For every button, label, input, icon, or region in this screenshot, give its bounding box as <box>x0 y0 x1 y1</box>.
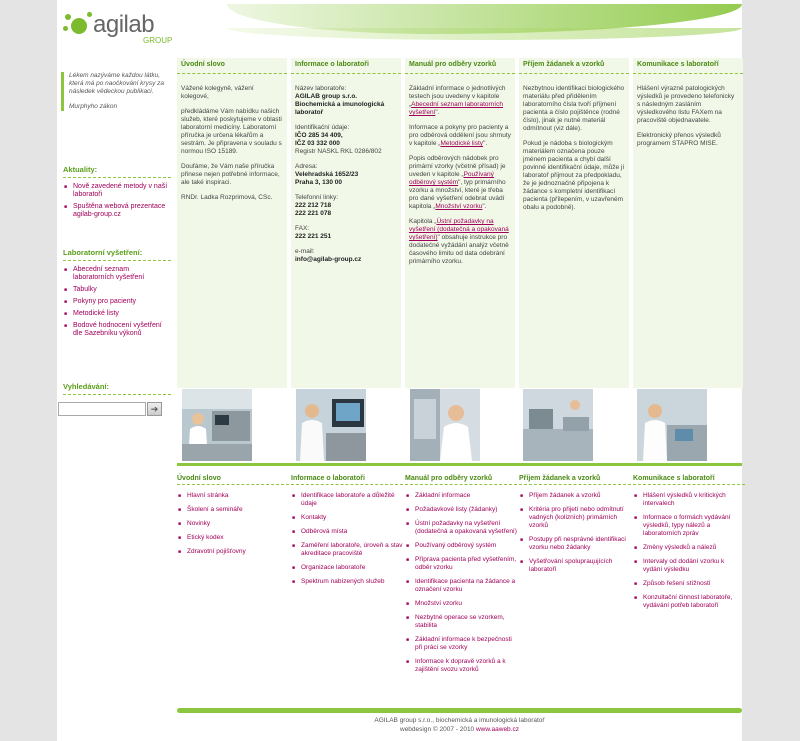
column-text: ". <box>482 203 487 210</box>
column-text: Doufáme, že Vám naše příručka přinese nejen potřebné informace, ale také inspiraci. <box>181 163 280 186</box>
lab-item-scoring[interactable]: ■ Bodové hodnocení vyšetření dle Sazebníku výkonů <box>63 322 171 338</box>
logo-subtitle: GROUP <box>143 36 173 45</box>
lab-name: AGILAB group s.r.o. Biochemická a imunologická laboratoř <box>295 93 385 116</box>
column-text: předkládáme Vám nabídku našich služeb, které poskytujeme v oblasti laboratorní medicíny. Laboratorní příručka je určena lékařům a sestrám. Je připravena v souladu s normou ISO 15189. <box>181 108 282 155</box>
nav-link[interactable]: ■ Vyšetřování spoluprацujících laboratoří <box>519 558 631 574</box>
lab-photo <box>410 389 480 461</box>
nav-column-reception <box>519 475 631 580</box>
column-text: Elektronický přenos výsledků programem STAPRO MISE. <box>637 132 721 147</box>
header <box>57 0 742 58</box>
column-title: Komunikace s laboratoří <box>633 61 743 74</box>
nav-link[interactable]: ■ Kritéria pro přijetí nebo odmítnutí vadných (kolizních) primárních vzorků <box>519 506 631 530</box>
nav-link[interactable]: ■ Požadavkové listy (žádanky) <box>405 506 517 514</box>
column-text: " obsahuje instrukce pro dodatečné vyžádání analýz včetně časového limitu od data odebrání primárního vzorku. <box>409 234 509 265</box>
section-divider <box>177 463 742 466</box>
column-lab-info <box>291 58 401 388</box>
logo-mark <box>63 12 93 42</box>
search-title: Vyhledávání: <box>63 382 171 395</box>
nav-link[interactable]: ■ Intervaly od dodání vzorku k vydání výsledku <box>633 558 745 574</box>
address-line: Velehradská 1652/23 <box>295 171 359 178</box>
header-swoosh-2 <box>227 28 742 40</box>
label: Adresa: <box>295 163 318 170</box>
nav-link[interactable]: ■ Zaměření laboratoře, úroveň a stav akreditace pracoviště <box>291 542 403 558</box>
nav-link[interactable]: ■ Konzultační činnost laboratoře, vydávání potřeb laboratoří <box>633 594 745 610</box>
column-text: Popis odběrových nádobek pro primární vzorky (včetně přísad) je uveden v kapitole „ <box>409 155 506 178</box>
lab-photo <box>637 389 707 461</box>
label: Název laboratoře: <box>295 85 347 92</box>
column-text: Pokud je nádoba s biologickým materiálem označena pouze jménem pacienta a chybí další povinné identifikační údaje, může jí laboratoř přijmout za předpokladu, že je jednoznačně připojena k žádance s kompletní identifikací pacienta (přílepením, v uzavřeném obalu a podobně). <box>523 140 625 211</box>
column-text: ". <box>435 109 440 116</box>
nav-column-lab-info <box>291 475 403 592</box>
column-text: RNDr. Ladka Rozprimová, CSc. <box>181 194 273 201</box>
link-collection-system[interactable]: Používaný odběrový systém <box>409 171 494 186</box>
column-text: Informace a pokyny pro pacienty a pro odběrová oddělení jsou shrnuty v kapitole „ <box>409 124 511 147</box>
phone: 222 212 718 <box>295 202 332 209</box>
link-oral-requests[interactable]: Ústní požadavky na vyšetření (dodatečná a opakovaná vyšetření) <box>409 218 509 241</box>
nav-link[interactable]: ■ Hlavní stránka <box>177 492 289 500</box>
nav-link[interactable]: ■ Etický kodex <box>177 534 289 542</box>
lab-item-patient-instructions[interactable]: ■ Pokyny pro pacienty <box>63 298 171 306</box>
nav-column-manual <box>405 475 517 680</box>
column-title: Úvodní slovo <box>177 61 287 74</box>
nav-link[interactable]: ■ Příprava pacienta před vyšetřením, odběr vzorku <box>405 556 517 572</box>
nav-link[interactable]: ■ Zdravotní pojišťovny <box>177 548 289 556</box>
label: e-mail: <box>295 248 315 255</box>
lab-item-alphabetical[interactable]: ■ Abecední seznam laboratorních vyšetření <box>63 266 171 282</box>
column-text: Hlášení výrazně patologických výsledků je provedeno telefonicky s následným zasláním výsledkového listu FAXem na pracoviště objednavatele. <box>637 85 735 124</box>
nav-link[interactable]: ■ Nezbytné operace se vzorkem, stabilita <box>405 614 517 630</box>
nav-link[interactable]: ■ Postupy při nesprávné identifikaci vzorku nebo žádanky <box>519 536 631 552</box>
registry: Registr NASKL RKL 0286/802 <box>295 148 382 155</box>
logo[interactable] <box>63 8 173 48</box>
footer-credits <box>177 725 742 734</box>
lab-photo <box>296 389 366 461</box>
quote <box>61 72 166 111</box>
column-communication <box>633 58 743 388</box>
column-text: ". <box>483 140 488 147</box>
lab-item-method-sheets[interactable]: ■ Metodické listy <box>63 310 171 318</box>
column-text: Nezbytnou identifikaci biologického materiálu před přidělením laboratorního čísla tvoří příjmení pacienta a číslo pojištěnce (rodné číslo), jinak je nutné materiál odmítnout (viz dále). <box>523 85 625 132</box>
nav-link[interactable]: ■ Příjem žádanek a vzorků <box>519 492 631 500</box>
lab-photo <box>182 389 252 461</box>
nav-link[interactable]: ■ Odběrová místa <box>291 528 403 536</box>
nav-link[interactable]: ■ Ústní požadavky na vyšetření (dodatečná a opakovaná vyšetření) <box>405 520 517 536</box>
column-text: ", typ primárního vzorku a množství, které je třeba pro dané vyšetření odebrat uvádí kapitola „ <box>409 179 506 210</box>
nav-link[interactable]: ■ Školení a semináře <box>177 506 289 514</box>
nav-link[interactable]: ■ Základní informace <box>405 492 517 500</box>
lab-item-tables[interactable]: ■ Tabulky <box>63 286 171 294</box>
ico: IČO 285 34 409, <box>295 132 343 139</box>
quote-author: Murphyho zákon <box>69 103 118 110</box>
email-link[interactable]: info@agilab-group.cz <box>295 256 362 263</box>
lab-title: Laboratorní vyšetření: <box>63 248 171 261</box>
nav-column-title[interactable]: Komunikace s laboratoří <box>633 475 745 485</box>
news-section <box>63 165 171 223</box>
column-title: Manuál pro odběry vzorků <box>405 61 515 74</box>
nav-column-title[interactable]: Manuál pro odběry vzorků <box>405 475 517 485</box>
nav-link[interactable]: ■ Identifikace laboratoře a důležité údaje <box>291 492 403 508</box>
nav-column-title[interactable]: Informace o laboratoři <box>291 475 403 485</box>
nav-link[interactable]: ■ Používaný odběrový systém <box>405 542 517 550</box>
nav-link[interactable]: ■ Organizace laboratoře <box>291 564 403 572</box>
quote-text: Lékem nazýváme každou látku, která má po naočkování krysy za následek vědeckou publikaci. <box>69 72 165 95</box>
column-title: Informace o laboratoři <box>291 61 401 74</box>
search-button[interactable]: ➔ <box>147 402 162 416</box>
column-text: Kapitola „ <box>409 218 437 225</box>
nav-link[interactable]: ■ Základní informace k bezpečnosti při práci se vzorky <box>405 636 517 652</box>
column-intro <box>177 58 287 388</box>
search-section <box>63 382 171 400</box>
page <box>57 0 742 741</box>
lab-section <box>63 248 171 342</box>
nav-column-title[interactable]: Příjem žádanek a vzorků <box>519 475 631 485</box>
nav-link[interactable]: ■ Informace k dopravě vzorků a k zajištění svozu vzorků <box>405 658 517 674</box>
nav-link[interactable]: ■ Množství vzorku <box>405 600 517 608</box>
nav-column-intro <box>177 475 289 562</box>
footer-webdesign-link[interactable]: www.aaweb.cz <box>475 726 519 733</box>
lab-photo <box>523 389 593 461</box>
footer-divider <box>177 708 742 713</box>
label: Identifikační údaje: <box>295 124 350 131</box>
column-reception <box>519 58 629 388</box>
link-alphabetical[interactable]: Abecední seznam laboratorních vyšetření <box>409 101 503 116</box>
nav-link[interactable]: ■ Změny výsledků a nálezů <box>633 544 745 552</box>
news-title: Aktuality: <box>63 165 171 178</box>
icz: IČZ 03 332 000 <box>295 140 340 147</box>
nav-column-communication <box>633 475 745 616</box>
info-columns <box>177 58 742 388</box>
fax: 222 221 251 <box>295 233 332 240</box>
column-title: Příjem žádanek a vzorků <box>519 61 629 74</box>
news-item[interactable]: ■ Spuštěna webová prezentace agilab-group.cz <box>63 203 171 219</box>
nav-link[interactable]: ■ Novinky <box>177 520 289 528</box>
address-line: Praha 3, 130 00 <box>295 179 342 186</box>
label: FAX: <box>295 225 310 232</box>
nav-column-title[interactable]: Úvodní slovo <box>177 475 289 485</box>
nav-link[interactable]: ■ Identifikace pacienta na žádance a označení vzorku <box>405 578 517 594</box>
nav-link[interactable]: ■ Informace o formách vydávání výsledků, typy nálezů a laboratorních zpráv <box>633 514 745 538</box>
footer <box>177 716 742 734</box>
nav-link[interactable]: ■ Hlášení výsledků v kritických intervalech <box>633 492 745 508</box>
label: Telefonní linky: <box>295 194 338 201</box>
nav-link[interactable]: ■ Spektrum nabízených služeb <box>291 578 403 586</box>
nav-link[interactable]: ■ Kontakty <box>291 514 403 522</box>
link-sample-amount[interactable]: Množství vzorku <box>435 203 483 210</box>
column-text: Vážené kolegyně, vážení kolegové, <box>181 85 254 100</box>
footer-company: AGILAB group s.r.o., biochemická a imunologická laboratoř <box>374 717 545 724</box>
link-method-sheets[interactable]: Metodické listy <box>440 140 484 147</box>
search-input[interactable] <box>58 402 146 416</box>
column-manual <box>405 58 515 388</box>
nav-link[interactable]: ■ Způsob řešení stížností <box>633 580 745 588</box>
news-item[interactable]: ■ Nově zavedené metody v naší laboratoři <box>63 183 171 199</box>
phone: 222 221 078 <box>295 210 332 217</box>
footer-copyright: webdesign © 2007 - 2010 <box>400 726 476 733</box>
column-text: Základní informace o jednotlivých testech jsou uvedeny v kapitole „ <box>409 85 506 108</box>
logo-text: agilab <box>93 11 155 38</box>
